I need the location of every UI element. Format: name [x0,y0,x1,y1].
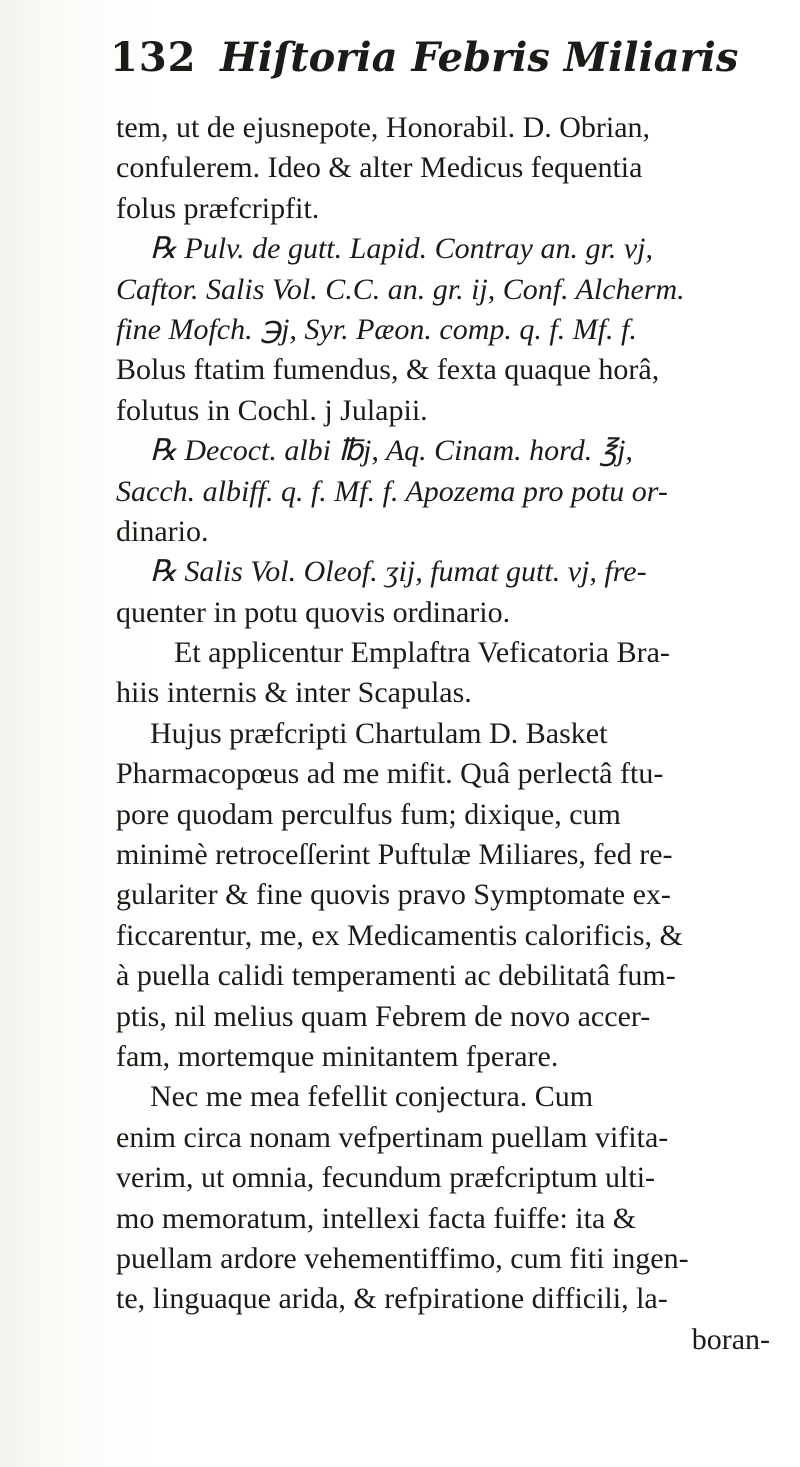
text-line: gulariter & fine quovis pravo Symptomate ex- [116,878,671,912]
text-line: minimè retroceſſerint Puftulæ Miliares, fed re- [116,838,673,872]
text-line: ptis, nil melius quam Febrem de novo accer- [116,999,651,1033]
text-line: ℞ Salis Vol. Oleof. ʒij, fumat gutt. vj, fre- [150,555,647,589]
text-line: enim circa nonam vefpertinam puellam vifita- [116,1120,669,1154]
text-line: mo memoratum, intellexi facta fuiffe: ita & [116,1201,637,1235]
body-text [116,108,776,1360]
text-line: boran- [691,1322,770,1356]
text-line: fam, mortemque minitantem fperare. [116,1039,559,1073]
text-line: puellam ardore vehementiffimo, cum fiti ingen- [116,1241,689,1275]
page-number: 132 [110,34,197,81]
text-line: à puella calidi temperamenti ac debilitatâ fum- [116,959,676,993]
text-line: Caftor. Salis Vol. C.C. an. gr. ij, Conf. Alcherm. [116,272,685,306]
text-line: Nec me mea fefellit conjectura. Cum [150,1080,594,1114]
text-line: hiis internis & inter Scapulas. [116,676,472,710]
running-title: Hiſtoria Febris Miliaris [220,34,739,81]
text-line: folus præfcripfit. [116,191,320,225]
text-line: Pharmacopœus ad me mifit. Quâ perlectâ ftu- [116,757,664,791]
text-line: confulerem. Ideo & alter Medicus fequentia [116,151,643,185]
text-line: ℞ Pulv. de gutt. Lapid. Contray an. gr. vj, [150,232,653,266]
text-line: ℞ Decoct. albi ℔j, Aq. Cinam. hord. ℥j, [150,434,633,468]
text-line: Hujus præfcripti Chartulam D. Basket [150,716,608,750]
text-line: Sacch. albiff. q. f. Mf. f. Apozema pro potu or- [116,474,668,508]
text-line: fine Mofch. ℈j, Syr. Pæon. comp. q. f. Mf. f. [116,312,637,346]
text-line: Bolus ftatim fumendus, & fexta quaque horâ, [116,353,660,387]
text-line: Et applicentur Emplaftra Veficatoria Bra- [174,636,670,670]
text-line: dinario. [116,514,209,548]
text-line: verim, ut omnia, fecundum præfcriptum ulti- [116,1161,656,1195]
text-line: te, linguaque arida, & refpiratione difficili, la- [116,1282,668,1316]
text-line: pore quodam perculfus fum; dixique, cum [116,797,621,831]
text-line: tem, ut de ejusnepote, Honorabil. D. Obrian, [116,111,651,144]
page-header [110,34,738,92]
text-line: quenter in potu quovis ordinario. [116,595,511,629]
text-line: ficcarentur, me, ex Medicamentis calorificis, & [116,918,683,952]
text-line: folutus in Cochl. j Julapii. [116,393,428,427]
